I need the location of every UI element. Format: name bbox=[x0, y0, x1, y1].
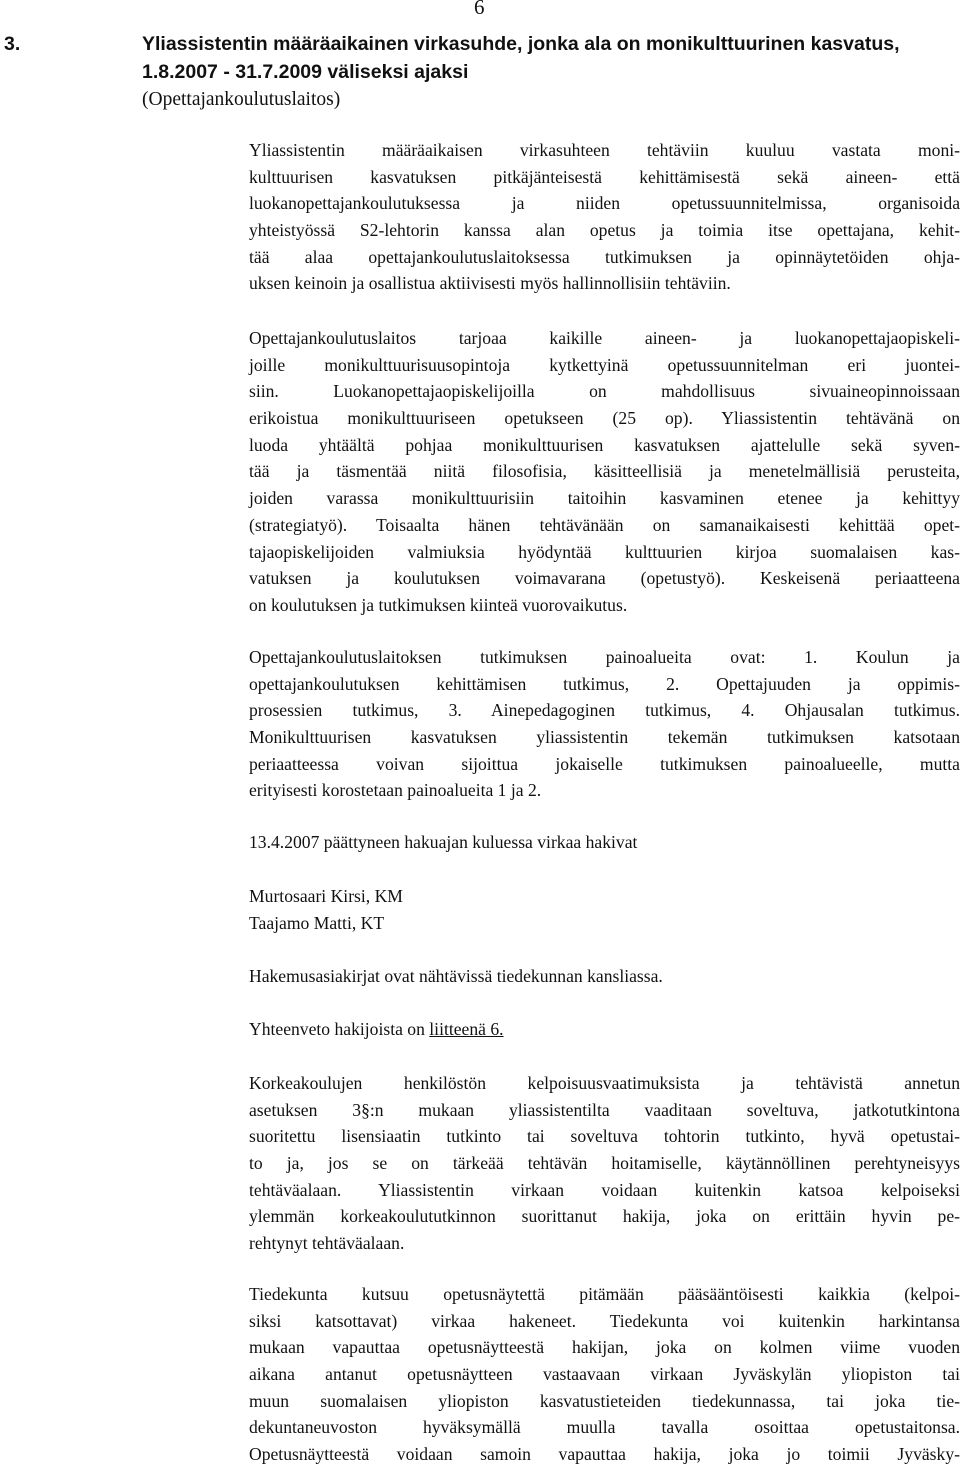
paragraph-documents bbox=[249, 963, 960, 990]
page-number: 6 bbox=[474, 0, 485, 19]
section-title-line: Yliassistentin määräaikainen virkasuhde, jonka ala on monikulttuurinen kasvatus, bbox=[142, 33, 900, 55]
text-line: yhteistyössä S2-lehtorin kanssa alan opetus ja toimia itse opettajana, kehit- bbox=[249, 220, 960, 241]
applicant-list bbox=[249, 883, 960, 936]
text-line: 13.4.2007 päättyneen hakuajan kuluessa virkaa hakivat bbox=[249, 832, 638, 852]
text-line: tää ja täsmentää niitä filosofisia, käsitteellisiä ja menetelmällisiä perusteita, bbox=[249, 461, 960, 482]
paragraph-teaching-demo bbox=[249, 1281, 960, 1468]
text-line: luokanopettajankoulutuksessa ja niiden opetussuunnitelmissa, organisoida bbox=[249, 193, 960, 214]
text-line: erityisesti korostetaan painoalueita 1 ja 2. bbox=[249, 780, 542, 801]
appendix-link[interactable]: liitteenä 6. bbox=[429, 1019, 504, 1039]
text-line: joiden varassa monikulttuurisiin taitoihin kasvaminen etenee ja kehittyy bbox=[249, 488, 960, 509]
text-line: ylemmän korkeakoulututkinnon suorittanut hakija, joka on erittäin hyvin pe- bbox=[249, 1206, 960, 1227]
text-line: asetuksen 3§:n mukaan yliassistentilta vaaditaan soveltuva, jatkotutkintona bbox=[249, 1099, 960, 1120]
paragraph-offering bbox=[249, 325, 960, 619]
text-line: mukaan vapauttaa opetusnäytteestä hakijan, joka on kolmen viime vuoden bbox=[249, 1337, 960, 1358]
applicant-name: Taajamo Matti, KT bbox=[249, 912, 385, 933]
text-line: tajaopiskelijoiden valmiuksia hyödyntää kulttuurien kirjoa suomalaisen kas- bbox=[249, 541, 960, 562]
text-line: suoritettu lisensiaatin tutkinto tai soveltuva tohtorin tutkinto, hyvä opetustai- bbox=[249, 1126, 960, 1147]
section-title-line: 1.8.2007 - 31.7.2009 väliseksi ajaksi bbox=[142, 61, 469, 83]
text-line: Opettajankoulutuslaitoksen tutkimuksen painoalueita ovat: 1. Koulun ja bbox=[249, 647, 960, 667]
text-line: vatuksen ja koulutuksen voimavarana (opetustyö). Keskeisenä periaatteena bbox=[249, 568, 960, 589]
text-line: on koulutuksen ja tutkimuksen kiinteä vuorovaikutus. bbox=[249, 594, 628, 615]
text-line: Monikulttuurisen kasvatuksen yliassistentin tekemän tutkimuksen katsotaan bbox=[249, 727, 960, 748]
text-line: to ja, jos se on tärkeää tehtävän hoitamiselle, käytännöllinen perehtyneisyys bbox=[249, 1153, 960, 1174]
text-line: Tiedekunta kutsuu opetusnäytettä pitämään pääsääntöisesti kaikkia (kelpoi- bbox=[249, 1284, 960, 1304]
paragraph-duties bbox=[249, 137, 960, 297]
text-line: opettajankoulutuksen kehittämisen tutkimus, 2. Opettajuuden ja oppimis- bbox=[249, 673, 960, 694]
text-line: siksi katsottavat) virkaa hakeneet. Tiedekunta voi kuitenkin harkintansa bbox=[249, 1310, 960, 1331]
summary-text: Yhteenveto hakijoista on bbox=[249, 1019, 430, 1039]
text-line: Opetusnäytteestä voidaan samoin vapauttaa hakija, joka jo toimii Jyväsky- bbox=[249, 1444, 960, 1465]
text-line bbox=[249, 1016, 960, 1043]
text-line: prosessien tutkimus, 3. Ainepedagoginen tutkimus, 4. Ohjausalan tutkimus. bbox=[249, 700, 960, 721]
applicant-name: Murtosaari Kirsi, KM bbox=[249, 886, 403, 906]
text-line: joille monikulttuurisuusopintoja kytkettyinä opetussuunnitelman eri juontei- bbox=[249, 354, 960, 375]
text-line: erikoistua monikulttuuriseen opetukseen (25 op). Yliassistentin tehtävänä on bbox=[249, 408, 960, 429]
text-line: dekuntaneuvoston hyväksymällä muulla tavalla osoittaa opetustaitonsa. bbox=[249, 1417, 960, 1438]
text-line: tehtäväalaan. Yliassistentin virkaan voidaan kuitenkin katsoa kelpoiseksi bbox=[249, 1179, 960, 1200]
text-line: Yliassistentin määräaikaisen virkasuhteen tehtäviin kuuluu vastata moni- bbox=[249, 140, 960, 160]
paragraph-research-areas bbox=[249, 644, 960, 804]
text-line: kulttuurisen kasvatuksen pitkäjänteisestä kehittämisestä sekä aineen- että bbox=[249, 166, 960, 187]
section-subtitle: (Opettajankoulutuslaitos) bbox=[142, 89, 341, 110]
paragraph-applicants-intro bbox=[249, 829, 960, 856]
text-line: tää alaa opettajankoulutuslaitoksessa tutkimuksen ja opinnäytetöiden ohja- bbox=[249, 246, 960, 267]
text-line: rehtynyt tehtäväalaan. bbox=[249, 1233, 405, 1254]
text-line: (strategiatyö). Toisaalta hänen tehtävänään on samanaikaisesti kehittää opet- bbox=[249, 514, 960, 535]
text-line: muun suomalaisen yliopiston kasvatustieteiden tiedekunnassa, tai joka tie- bbox=[249, 1390, 960, 1411]
section-number: 3. bbox=[4, 33, 21, 55]
text-line: siin. Luokanopettajaopiskelijoilla on mahdollisuus sivuaineopinnoissaan bbox=[249, 381, 960, 402]
text-line: uksen keinoin ja osallistua aktiivisesti myös hallinnollisiin tehtäviin. bbox=[249, 273, 731, 294]
text-line: Hakemusasiakirjat ovat nähtävissä tiedekunnan kansliassa. bbox=[249, 966, 663, 986]
text-line: Opettajankoulutuslaitos tarjoaa kaikille aineen- ja luokanopettajaopiskeli- bbox=[249, 328, 960, 348]
text-line: luoda yhtäältä pohjaa monikulttuurisen kasvatuksen ajattelulle sekä syven- bbox=[249, 434, 960, 455]
text-line: Korkeakoulujen henkilöstön kelpoisuusvaatimuksista ja tehtävistä annetun bbox=[249, 1073, 960, 1093]
paragraph-summary bbox=[249, 1016, 960, 1043]
paragraph-qualifications bbox=[249, 1070, 960, 1257]
text-line: periaatteessa voivan sijoittua jokaiselle tutkimuksen painoalueelle, mutta bbox=[249, 753, 960, 774]
text-line: aikana antanut opetusnäytteen vastaavaan virkaan Jyväskylän yliopiston tai bbox=[249, 1364, 960, 1385]
